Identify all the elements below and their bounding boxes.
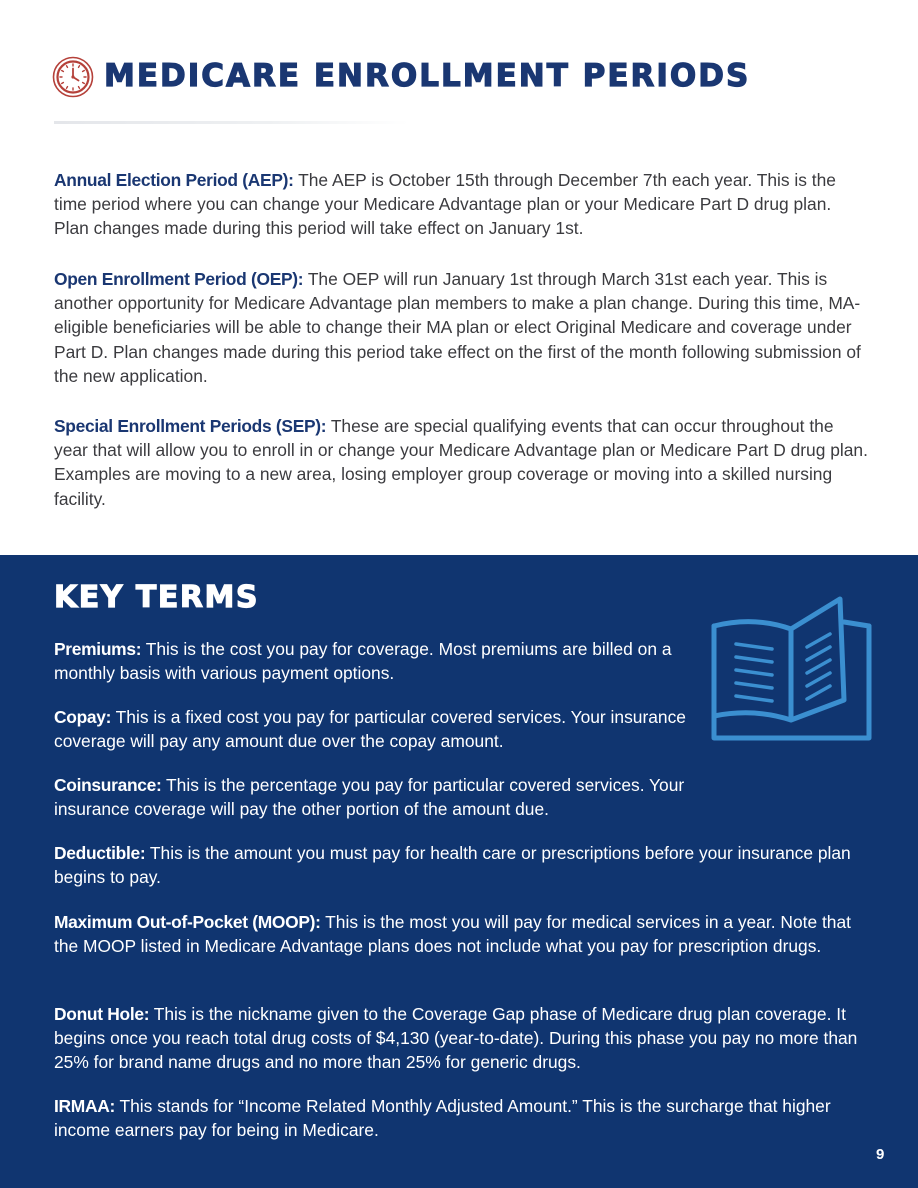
- enrollment-section: [0, 0, 918, 555]
- title-divider: [54, 121, 409, 124]
- page-number: 9: [876, 1146, 885, 1163]
- irmaa-term: IRMAA:: [54, 1096, 115, 1116]
- oep-paragraph: [54, 267, 869, 388]
- coinsurance-definition: [54, 773, 724, 821]
- open-book-icon: [704, 592, 879, 744]
- deductible-definition: [54, 841, 894, 889]
- oep-text: The OEP will run January 1st through March 31st each year. This is another opportunity for Medicare Advantage plan members to make a plan change. During this time, MA-eligible beneficiaries will be able to change their MA plan or elect Original Medicare and coverage under Part D. Plan changes made during this period take effect on the first of the month following submission of the new application.: [54, 269, 861, 386]
- donut-hole-definition: [54, 1002, 894, 1074]
- donut-hole-term: Donut Hole:: [54, 1004, 150, 1024]
- sep-text: These are special qualifying events that can occur throughout the year that will allow you to enroll in or change your Medicare Advantage plan or Medicare Part D drug plan. Examples are moving to a new area, losing employer group coverage or moving into a skilled nursing facility.: [54, 416, 868, 509]
- sep-term: Special Enrollment Periods (SEP):: [54, 416, 327, 436]
- coinsurance-text: This is the percentage you pay for particular covered services. Your insurance coverage will pay the other portion of the amount due.: [54, 775, 685, 819]
- coinsurance-term: Coinsurance:: [54, 775, 162, 795]
- key-terms-title: KEY TERMS: [54, 580, 259, 615]
- deductible-text: This is the amount you must pay for health care or prescriptions before your insurance plan begins to pay.: [54, 843, 851, 887]
- irmaa-definition: [54, 1094, 864, 1142]
- moop-term: Maximum Out-of-Pocket (MOOP):: [54, 912, 321, 932]
- premiums-definition: [54, 637, 694, 685]
- aep-text: The AEP is October 15th through December 7th each year. This is the time period where you can change your Medicare Advantage plan or your Medicare Part D drug plan. Plan changes made during this period will take effect on January 1st.: [54, 170, 836, 239]
- copay-term: Copay:: [54, 707, 112, 727]
- copay-text: This is a fixed cost you pay for particular covered services. Your insurance coverage will pay any amount due over the copay amount.: [54, 707, 686, 751]
- page-title: MEDICARE ENROLLMENT PERIODS: [104, 58, 751, 94]
- moop-definition: [54, 910, 854, 958]
- oep-term: Open Enrollment Period (OEP):: [54, 269, 304, 289]
- copay-definition: [54, 705, 694, 753]
- irmaa-text: This stands for “Income Related Monthly Adjusted Amount.” This is the surcharge that higher income earners pay for being in Medicare.: [54, 1096, 831, 1140]
- deductible-term: Deductible:: [54, 843, 146, 863]
- sep-paragraph: [54, 414, 869, 511]
- premiums-term: Premiums:: [54, 639, 142, 659]
- premiums-text: This is the cost you pay for coverage. Most premiums are billed on a monthly basis with various payment options.: [54, 639, 672, 683]
- donut-hole-text: This is the nickname given to the Coverage Gap phase of Medicare drug plan coverage. It begins once you reach total drug costs of $4,130 (year-to-date). During this phase you pay no more than 25% for brand name drugs and no more than 25% for generic drugs.: [54, 1004, 858, 1072]
- moop-text: This is the most you will pay for medical services in a year. Note that the MOOP listed in Medicare Advantage plans does not include what you pay for prescription drugs.: [54, 912, 851, 956]
- aep-paragraph: [54, 168, 869, 241]
- clock-icon: [52, 56, 94, 98]
- aep-term: Annual Election Period (AEP):: [54, 170, 294, 190]
